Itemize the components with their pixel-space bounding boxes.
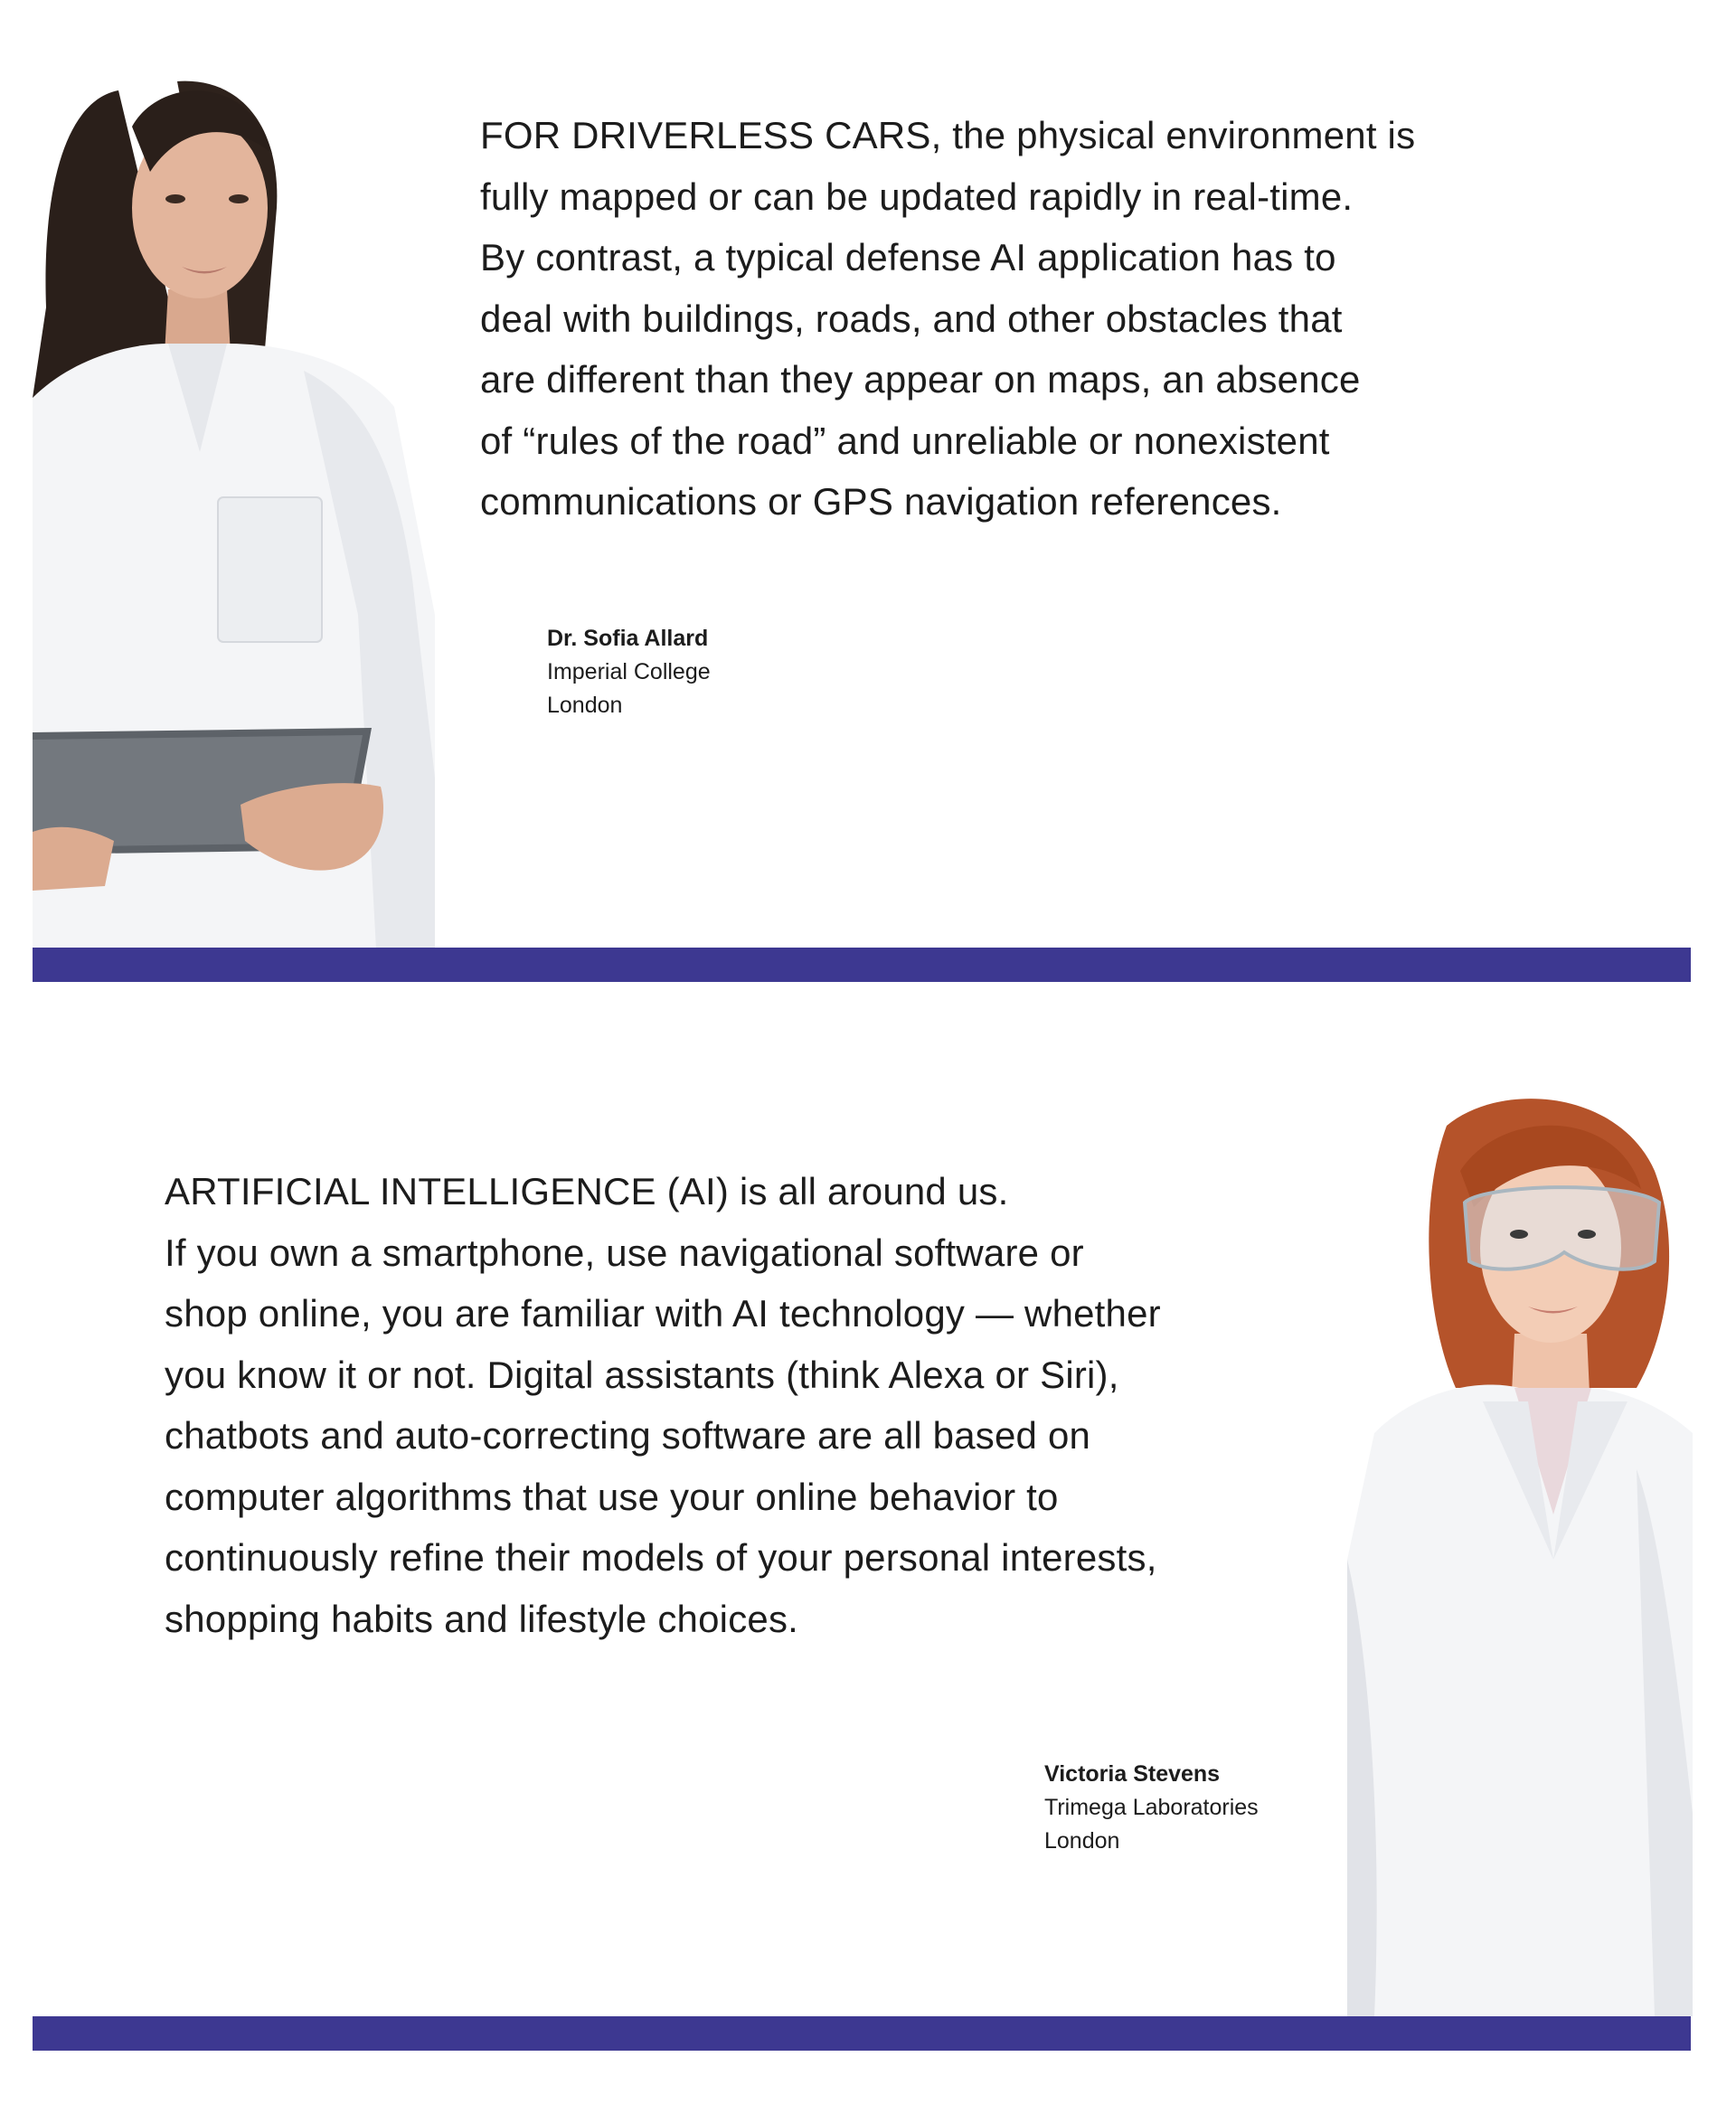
quote-line: FOR DRIVERLESS CARS, the physical environment is bbox=[480, 114, 1416, 156]
testimonial-section-1 bbox=[0, 0, 1736, 995]
accent-divider-bar bbox=[33, 2016, 1691, 2051]
author-attribution bbox=[1044, 1758, 1259, 1858]
author-organization: Trimega Laboratories bbox=[1044, 1795, 1259, 1820]
quote-line: continuously refine their models of your personal interests, bbox=[165, 1536, 1157, 1579]
quote-line: fully mapped or can be updated rapidly in real-time. bbox=[480, 175, 1354, 218]
author-name: Victoria Stevens bbox=[1044, 1761, 1221, 1787]
accent-divider-bar bbox=[33, 948, 1691, 982]
quote-line: shopping habits and lifestyle choices. bbox=[165, 1597, 799, 1640]
author-name: Dr. Sofia Allard bbox=[547, 626, 709, 651]
testimonial-quote bbox=[165, 1161, 1340, 1649]
quote-line: of “rules of the road” and unreliable or nonexistent bbox=[480, 419, 1330, 462]
quote-line: deal with buildings, roads, and other obstacles that bbox=[480, 297, 1343, 340]
testimonial-quote bbox=[480, 105, 1547, 533]
quote-line: you know it or not. Digital assistants (think Alexa or Siri), bbox=[165, 1353, 1119, 1396]
quote-line: If you own a smartphone, use navigational software or bbox=[165, 1231, 1084, 1274]
author-city: London bbox=[1044, 1828, 1120, 1854]
author-city: London bbox=[547, 693, 623, 718]
author-organization: Imperial College bbox=[547, 659, 711, 684]
portrait-photo-woman-with-tablet bbox=[33, 72, 435, 949]
author-attribution bbox=[547, 622, 711, 722]
quote-line: are different than they appear on maps, an absence bbox=[480, 358, 1361, 401]
quote-line: ARTIFICIAL INTELLIGENCE (AI) is all around us. bbox=[165, 1170, 1009, 1212]
quote-line: shop online, you are familiar with AI technology — whether bbox=[165, 1292, 1161, 1335]
quote-line: computer algorithms that use your online behavior to bbox=[165, 1475, 1059, 1518]
quote-line: By contrast, a typical defense AI application has to bbox=[480, 236, 1336, 278]
quote-line: communications or GPS navigation references. bbox=[480, 480, 1282, 523]
portrait-photo-woman-with-safety-glasses bbox=[1347, 1090, 1693, 2016]
quote-line: chatbots and auto-correcting software are all based on bbox=[165, 1414, 1091, 1457]
